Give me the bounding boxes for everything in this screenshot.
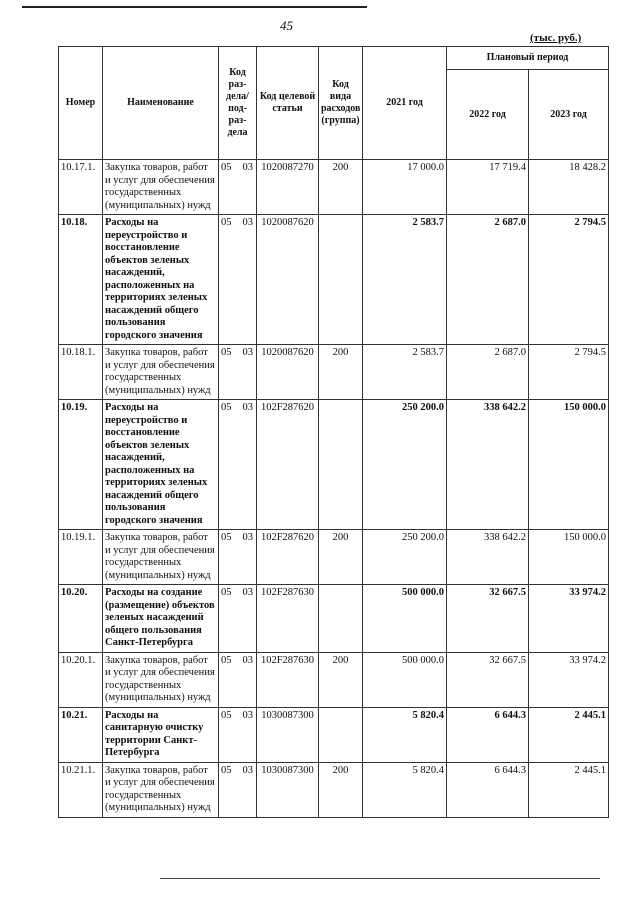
row-name: Закупка товаров, работ и услуг для обеспечения государственных (муниципальных) нужд: [103, 762, 219, 817]
section-code: 05: [221, 402, 232, 413]
row-value-2023: 33 974.2: [529, 585, 609, 653]
row-value-2022: 32 667.5: [447, 652, 529, 707]
row-section-code: [219, 400, 257, 530]
row-value-2021: 2 583.7: [363, 215, 447, 345]
row-section-code: [219, 215, 257, 345]
table-row: [59, 585, 609, 653]
subsection-code: 03: [242, 654, 253, 666]
row-target-code: 1020087620: [257, 215, 319, 345]
row-number: 10.17.1.: [59, 160, 103, 215]
row-value-2022: 2 687.0: [447, 215, 529, 345]
row-value-2022: 6 644.3: [447, 762, 529, 817]
section-code: 05: [221, 162, 232, 173]
row-section-code: [219, 160, 257, 215]
row-value-2021: 5 820.4: [363, 762, 447, 817]
section-code: 05: [221, 764, 232, 776]
section-code: 05: [221, 654, 232, 666]
row-target-code: 102F287620: [257, 530, 319, 585]
section-code: 05: [221, 532, 232, 543]
row-value-2022: 6 644.3: [447, 707, 529, 762]
row-value-2021: 500 000.0: [363, 585, 447, 653]
row-value-2021: 17 000.0: [363, 160, 447, 215]
row-value-2023: 2 445.1: [529, 707, 609, 762]
header-year-2022: 2022 год: [447, 70, 529, 160]
row-name: Расходы на переустройство и восстановление объектов зеленых насаждений, расположенных на территориях зеленых насаждений общего пользования городского значения: [103, 215, 219, 345]
row-name: Закупка товаров, работ и услуг для обеспечения государственных (муниципальных) нужд: [103, 530, 219, 585]
row-value-2022: 32 667.5: [447, 585, 529, 653]
row-section-code: [219, 762, 257, 817]
row-number: 10.18.: [59, 215, 103, 345]
row-name: Закупка товаров, работ и услуг для обеспечения государственных (муниципальных) нужд: [103, 345, 219, 400]
section-code: 05: [221, 709, 232, 721]
row-name: Расходы на создание (размещение) объектов зеленых насаждений общего пользования Санкт-Петербурга: [103, 585, 219, 653]
row-value-2021: 250 200.0: [363, 400, 447, 530]
table-row: [59, 530, 609, 585]
row-expense-type: [319, 400, 363, 530]
section-code: 05: [221, 587, 232, 598]
row-section-code: [219, 585, 257, 653]
row-value-2023: 33 974.2: [529, 652, 609, 707]
subsection-code: 03: [242, 587, 253, 598]
row-name: Расходы на санитарную очистку территории Санкт-Петербурга: [103, 707, 219, 762]
subsection-code: 03: [242, 402, 253, 413]
row-value-2022: 338 642.2: [447, 530, 529, 585]
row-value-2023: 2 794.5: [529, 345, 609, 400]
table-row: [59, 400, 609, 530]
row-value-2021: 500 000.0: [363, 652, 447, 707]
subsection-code: 03: [242, 764, 253, 776]
row-section-code: [219, 345, 257, 400]
row-value-2021: 5 820.4: [363, 707, 447, 762]
row-expense-type: 200: [319, 345, 363, 400]
row-expense-type: [319, 585, 363, 653]
row-expense-type: 200: [319, 530, 363, 585]
row-section-code: [219, 652, 257, 707]
table-row: [59, 652, 609, 707]
row-value-2023: 2 794.5: [529, 215, 609, 345]
subsection-code: 03: [242, 217, 253, 228]
budget-table: [58, 46, 609, 818]
top-rule: [22, 6, 367, 8]
header-target: Код целевой статьи: [257, 47, 319, 160]
row-name: Закупка товаров, работ и услуг для обеспечения государственных (муниципальных) нужд: [103, 652, 219, 707]
header-year-2021: 2021 год: [363, 47, 447, 160]
row-value-2023: 2 445.1: [529, 762, 609, 817]
header-planning-period: Плановый период: [447, 47, 609, 70]
row-target-code: 102F287620: [257, 400, 319, 530]
header-expense-type: Код вида расходов (группа): [319, 47, 363, 160]
header-number: Номер: [59, 47, 103, 160]
table-row: [59, 215, 609, 345]
row-target-code: 1030087300: [257, 762, 319, 817]
row-target-code: 1020087620: [257, 345, 319, 400]
row-name: Закупка товаров, работ и услуг для обеспечения государственных (муниципальных) нужд: [103, 160, 219, 215]
row-value-2022: 338 642.2: [447, 400, 529, 530]
row-value-2021: 250 200.0: [363, 530, 447, 585]
header-year-2023: 2023 год: [529, 70, 609, 160]
row-value-2023: 150 000.0: [529, 400, 609, 530]
subsection-code: 03: [242, 347, 253, 358]
row-value-2022: 17 719.4: [447, 160, 529, 215]
row-section-code: [219, 707, 257, 762]
row-target-code: 102F287630: [257, 652, 319, 707]
row-name: Расходы на переустройство и восстановление объектов зеленых насаждений, расположенных на территориях зеленых насаждений общего пользования городского значения: [103, 400, 219, 530]
bottom-rule: [160, 878, 600, 879]
row-section-code: [219, 530, 257, 585]
row-expense-type: 200: [319, 652, 363, 707]
row-expense-type: 200: [319, 160, 363, 215]
header-section: Код раз-дела/ под-раз-дела: [219, 47, 257, 160]
table-row: [59, 345, 609, 400]
row-expense-type: [319, 707, 363, 762]
row-number: 10.20.: [59, 585, 103, 653]
page-number: 45: [280, 18, 293, 33]
row-number: 10.19.: [59, 400, 103, 530]
row-target-code: 1020087270: [257, 160, 319, 215]
row-value-2023: 150 000.0: [529, 530, 609, 585]
row-target-code: 1030087300: [257, 707, 319, 762]
row-value-2022: 2 687.0: [447, 345, 529, 400]
subsection-code: 03: [242, 532, 253, 543]
row-number: 10.21.: [59, 707, 103, 762]
row-target-code: 102F287630: [257, 585, 319, 653]
table-row: [59, 707, 609, 762]
table-row: [59, 762, 609, 817]
row-expense-type: [319, 215, 363, 345]
row-number: 10.20.1.: [59, 652, 103, 707]
subsection-code: 03: [242, 162, 253, 173]
subsection-code: 03: [242, 709, 253, 721]
section-code: 05: [221, 347, 232, 358]
row-expense-type: 200: [319, 762, 363, 817]
table-row: [59, 160, 609, 215]
row-value-2023: 18 428.2: [529, 160, 609, 215]
units-label: (тыс. руб.): [530, 32, 582, 44]
section-code: 05: [221, 217, 232, 228]
header-name: Наименование: [103, 47, 219, 160]
row-value-2021: 2 583.7: [363, 345, 447, 400]
row-number: 10.19.1.: [59, 530, 103, 585]
row-number: 10.21.1.: [59, 762, 103, 817]
row-number: 10.18.1.: [59, 345, 103, 400]
